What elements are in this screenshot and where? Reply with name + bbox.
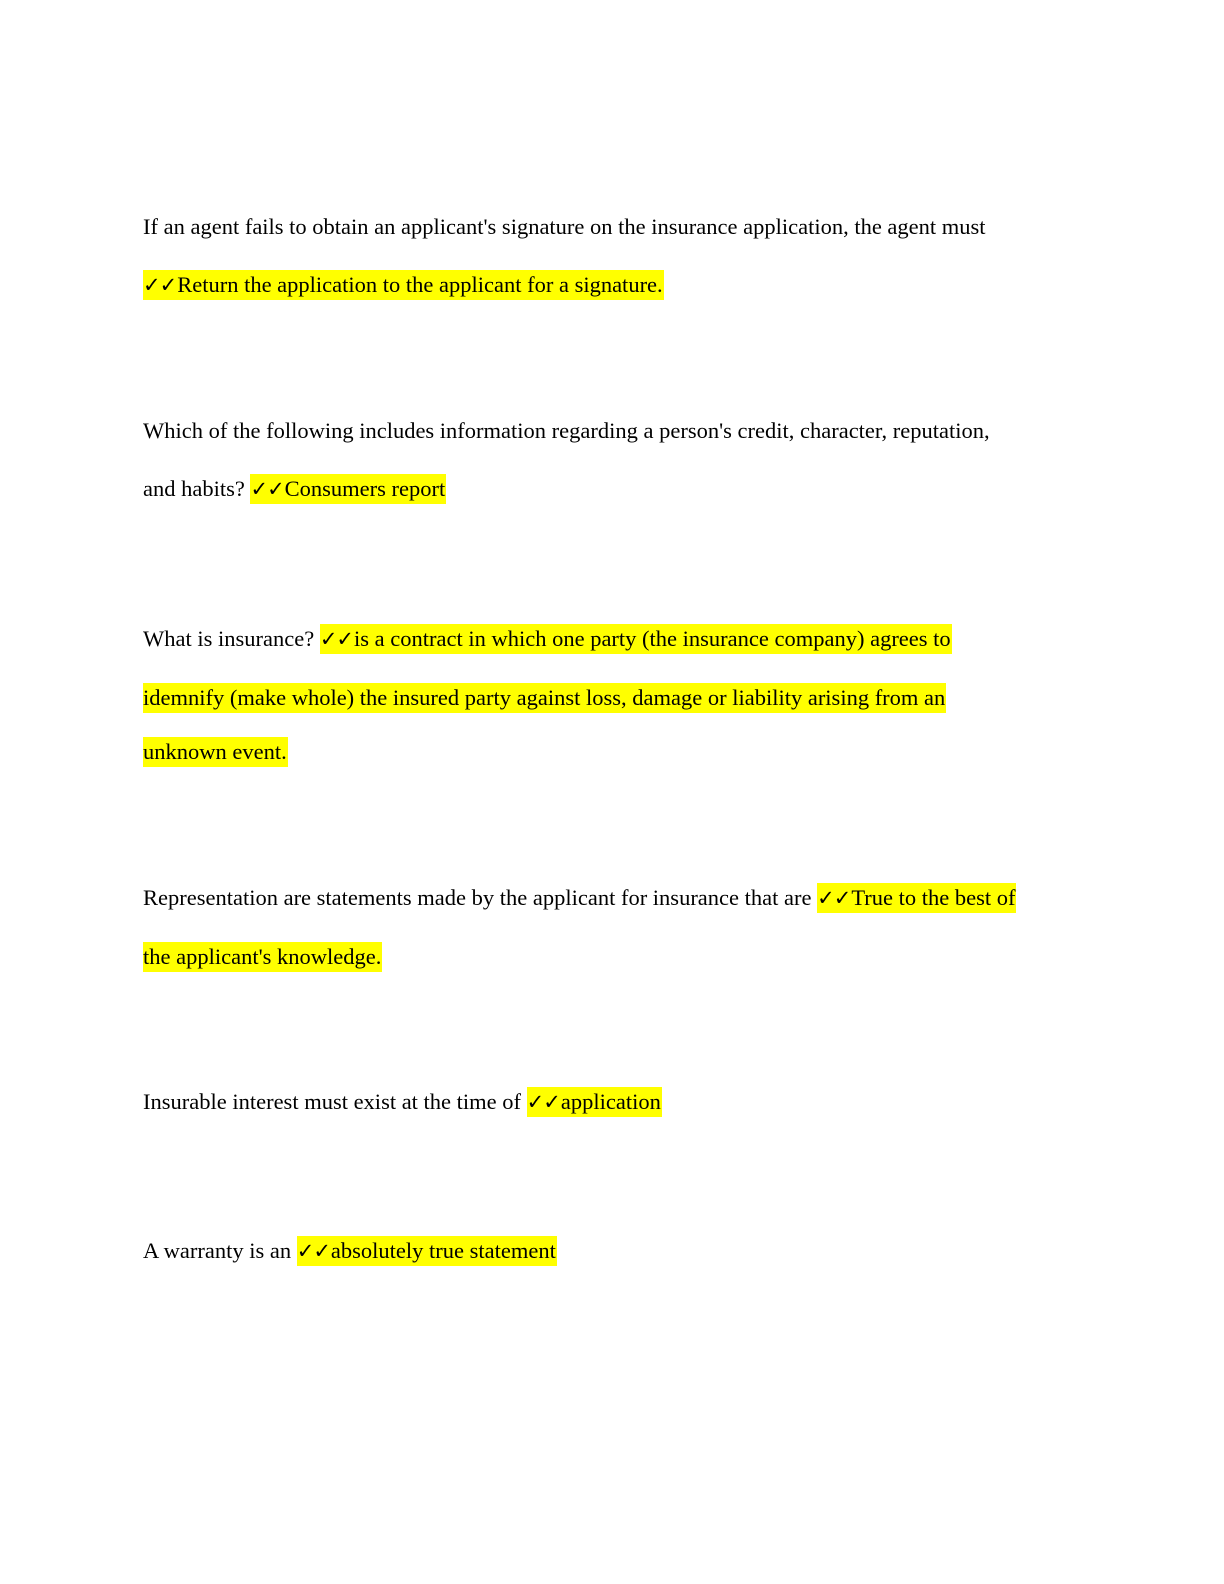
question-5-text bbox=[143, 1087, 662, 1117]
question-1-line-1: If an agent fails to obtain an applicant's signature on the insurance application, the agent must bbox=[143, 214, 986, 239]
answer-3-highlight bbox=[320, 624, 952, 654]
question-4-line-1: Representation are statements made by the applicant for insurance that are bbox=[143, 885, 818, 910]
question-4-text bbox=[143, 883, 1016, 913]
answer-6-line-1: absolutely true statement bbox=[330, 1238, 556, 1263]
question-3-line-1: What is insurance? bbox=[143, 626, 320, 651]
double-check-icon: ✓✓ bbox=[526, 1090, 560, 1114]
answer-4-line-1: True to the best of bbox=[851, 885, 1016, 910]
answer-3-line-1: is a contract in which one party (the insurance company) agrees to bbox=[354, 626, 951, 651]
answer-6-highlight bbox=[297, 1236, 557, 1266]
question-6-line-1: A warranty is an bbox=[143, 1238, 297, 1263]
answer-5-highlight bbox=[527, 1087, 662, 1117]
answer-4-continuation bbox=[143, 942, 382, 972]
question-3-text bbox=[143, 624, 952, 654]
question-2-line-1: Which of the following includes information regarding a person's credit, character, reputation, bbox=[143, 418, 990, 443]
question-2-text bbox=[143, 416, 990, 446]
double-check-icon: ✓✓ bbox=[817, 886, 851, 910]
question-1-text bbox=[143, 212, 986, 242]
question-2-answer-line bbox=[143, 474, 446, 504]
double-check-icon: ✓✓ bbox=[143, 273, 177, 297]
question-6-text bbox=[143, 1236, 557, 1266]
double-check-icon: ✓✓ bbox=[250, 477, 284, 501]
double-check-icon: ✓✓ bbox=[296, 1239, 330, 1263]
answer-4-line-2: the applicant's knowledge. bbox=[143, 942, 382, 972]
answer-5-line-1: application bbox=[560, 1089, 661, 1114]
answer-1 bbox=[143, 270, 664, 300]
answer-1-highlight bbox=[143, 270, 664, 300]
double-check-icon: ✓✓ bbox=[319, 627, 354, 651]
answer-3-line-3: unknown event. bbox=[143, 737, 288, 767]
answer-3-line-2: idemnify (make whole) the insured party against loss, damage or liability arising from an bbox=[143, 683, 946, 713]
answer-4-highlight bbox=[817, 883, 1016, 913]
question-2-line-2: and habits? bbox=[143, 476, 251, 501]
answer-2-highlight bbox=[250, 474, 446, 504]
answer-3-continuation-2 bbox=[143, 737, 288, 767]
answer-3-continuation bbox=[143, 683, 946, 713]
answer-1-line-1: Return the application to the applicant for a signature. bbox=[177, 272, 663, 297]
question-5-line-1: Insurable interest must exist at the time of bbox=[143, 1089, 527, 1114]
answer-2-line-1: Consumers report bbox=[284, 476, 446, 501]
